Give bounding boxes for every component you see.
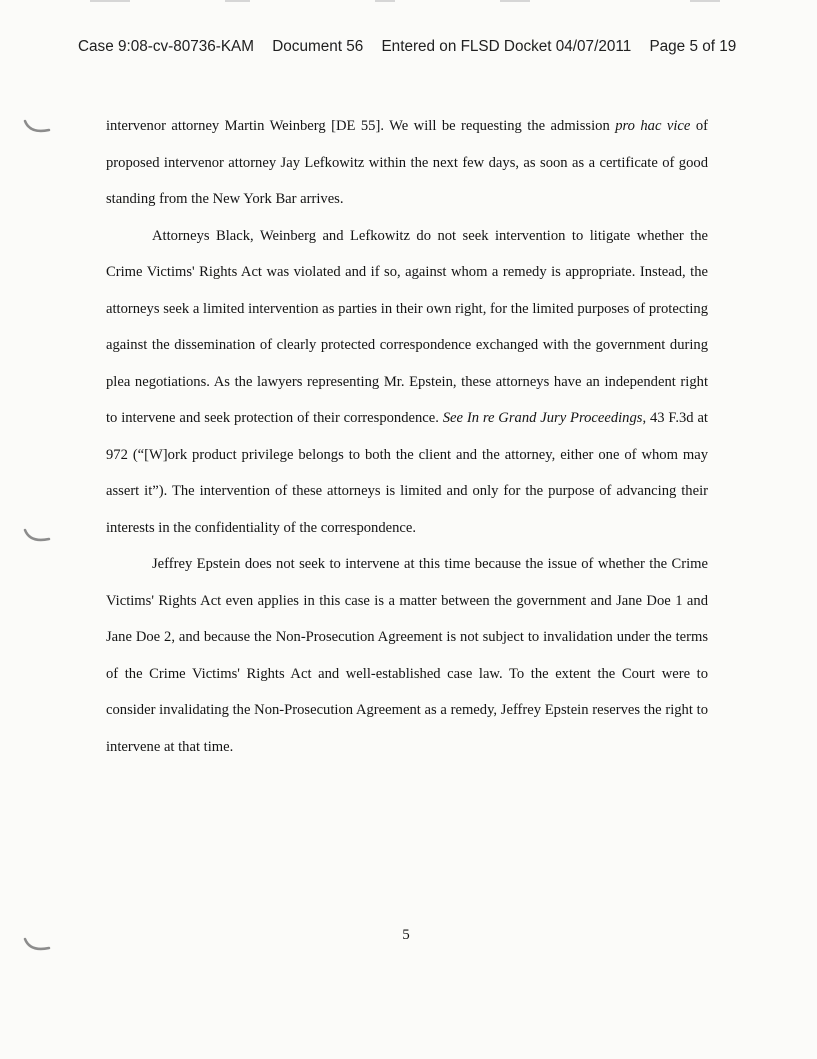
paragraph xyxy=(106,546,708,765)
page-of: Page 5 of 19 xyxy=(649,38,737,55)
punch-hole-icon xyxy=(22,935,52,957)
docket-header xyxy=(78,38,758,56)
scan-mark xyxy=(225,0,250,2)
punch-hole-icon xyxy=(22,117,52,139)
punch-hole-icon xyxy=(22,526,52,548)
paragraph-text: , 43 F.3d at 972 (“[W]ork product privilege belongs to both the client and the attorney, either one of whom may assert it”). The intervention of these attorneys is limited and only for the purpose of advancing their interests in the confidentiality of the correspondence. xyxy=(106,410,708,536)
paragraph-text: intervenor attorney Martin Weinberg [DE 55]. We will be requesting the admission xyxy=(106,118,616,134)
italic-text: pro hac vice xyxy=(615,118,691,134)
paragraph-text: Attorneys Black, Weinberg and Lefkowitz do not seek intervention to litigate whether the Crime Victims' Rights Act was violated and if so, against whom a remedy is appropriate. Instead, the attorneys seek a limited intervention as parties in their own right, for the limited purposes of protecting against the dissemination of clearly protected correspondence exchanged with the government during plea negotiations. As the lawyers representing Mr. Epstein, these attorneys have an independent right to intervene and seek protection of their correspondence. xyxy=(106,227,708,426)
paragraph xyxy=(106,218,708,547)
document-number: Document 56 xyxy=(272,38,364,55)
docket-entry: Entered on FLSD Docket 04/07/2011 xyxy=(381,38,632,55)
scan-mark xyxy=(690,0,720,2)
citation-italic: See In re Grand Jury Proceedings xyxy=(442,410,643,426)
paragraph-text: Jeffrey Epstein does not seek to intervene at this time because the issue of whether the Crime Victims' Rights Act even applies in this case is a matter between the government and Jane Doe 1 and Jane Doe 2, and because the Non-Prosecution Agreement is not subject to invalidation under the terms of the Crime Victims' Rights Act and well-established case law. To the extent the Court were to consider invalidating the Non-Prosecution Agreement as a remedy, Jeffrey Epstein reserves the right to intervene at that time. xyxy=(106,556,708,755)
paragraph xyxy=(106,108,708,218)
case-number: Case 9:08-cv-80736-KAM xyxy=(78,38,254,55)
paragraph-text: of proposed intervenor attorney Jay Lefkowitz within the next few days, as soon as a certificate of good standing from the New York Bar arrives. xyxy=(106,118,708,207)
body-text xyxy=(106,108,708,765)
scan-mark xyxy=(90,0,130,2)
page-number: 5 xyxy=(402,927,410,943)
scan-mark xyxy=(500,0,530,2)
scan-mark xyxy=(375,0,395,2)
